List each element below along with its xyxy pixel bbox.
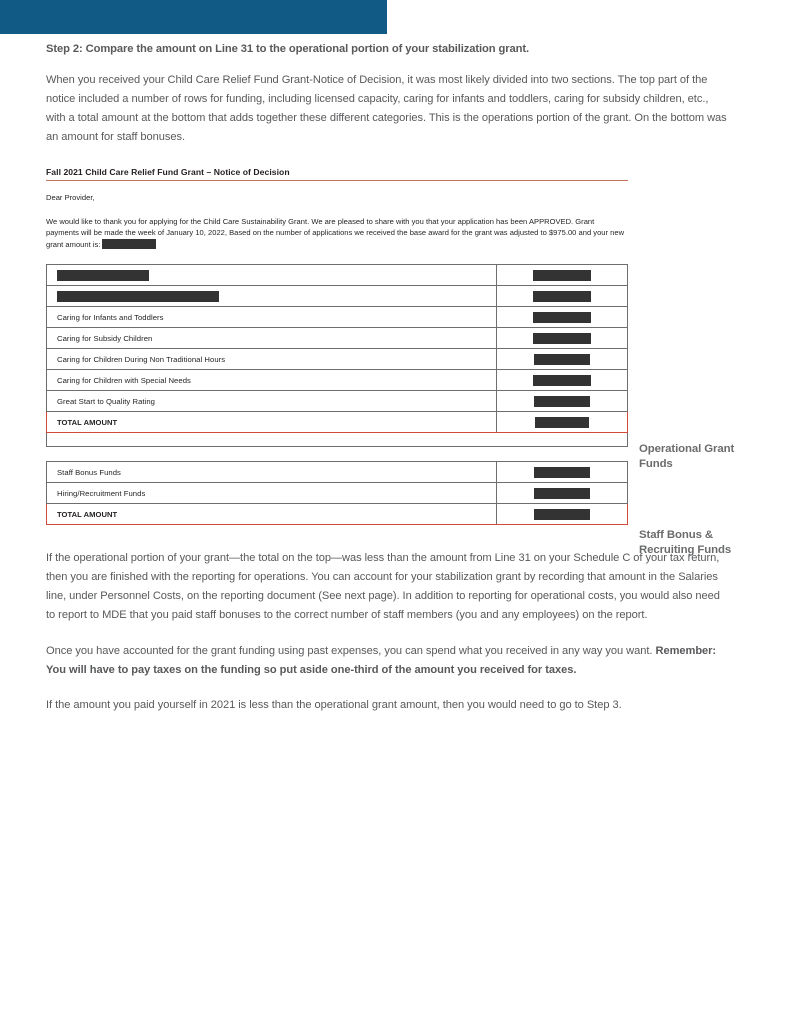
- redaction-bar-row-label: [57, 270, 149, 281]
- redaction-bar-amount: [534, 354, 590, 365]
- redaction-bar-amount: [533, 375, 591, 386]
- table-row: [47, 370, 628, 391]
- operational-table-body: [47, 265, 628, 433]
- notice-salutation: Dear Provider,: [46, 193, 95, 203]
- redaction-bar-grant-amount: [102, 239, 156, 249]
- redaction-bar-amount: [533, 291, 591, 302]
- redaction-bar-amount: [533, 270, 591, 281]
- bonus-table-body: [47, 462, 628, 525]
- row-label: TOTAL AMOUNT: [47, 504, 497, 525]
- table-row: [47, 349, 628, 370]
- top-blue-banner: [0, 0, 387, 34]
- table-row: [47, 462, 628, 483]
- table-row: [47, 328, 628, 349]
- row-label: Caring for Infants and Toddlers: [47, 307, 497, 328]
- row-label: TOTAL AMOUNT: [47, 412, 497, 433]
- redaction-bar-amount: [534, 467, 590, 478]
- step-heading: Step 2: Compare the amount on Line 31 to the operational portion of your stabilization grant.: [46, 43, 529, 55]
- row-label: Great Start to Quality Rating: [47, 391, 497, 412]
- redaction-bar-row-label: [57, 291, 219, 302]
- table-row: [47, 412, 628, 433]
- page-content: [46, 42, 728, 723]
- redaction-bar-amount: [534, 488, 590, 499]
- table-row: [47, 391, 628, 412]
- redaction-bar-amount: [534, 396, 590, 407]
- row-label-redacted: [47, 265, 497, 286]
- closing-paragraph-2-lead: Once you have accounted for the grant funding using past expenses, you can spend what you received in any way you want.: [46, 644, 656, 657]
- redaction-bar-amount: [533, 333, 591, 344]
- notice-body-text: We would like to thank you for applying for the Child Care Sustainability Grant. We are pleased to share with you that your application has been APPROVED. Grant payments will be made the week of January 10, 2022, Based on the number of applications we received the base award for the grant was adjusted to $975.00 and your new grant amount is:: [46, 217, 625, 249]
- notice-of-decision-block: [46, 167, 628, 525]
- closing-paragraph-2: [46, 642, 728, 680]
- row-amount-redacted: [497, 370, 628, 391]
- row-amount-redacted: [497, 328, 628, 349]
- redaction-bar-amount: [535, 417, 589, 428]
- closing-paragraph-2-bold: Remember: You will have to pay taxes on the funding so put aside one-third of the amount you received for taxes.: [46, 644, 717, 676]
- operational-grant-table: [46, 264, 628, 433]
- table-row: [47, 504, 628, 525]
- table-spacer-row: [46, 433, 628, 447]
- redaction-bar-amount: [533, 312, 591, 323]
- row-label-redacted: [47, 286, 497, 307]
- closing-paragraph-3: If the amount you paid yourself in 2021 is less than the operational grant amount, then you would need to go to Step 3.: [46, 698, 622, 711]
- row-amount-redacted: [497, 504, 628, 525]
- closing-paragraph-1: If the operational portion of your grant—the total on the top—was less than the amount from Line 31 on your Schedule C of your tax return, then you are finished with the reporting for operations. You can account for your stabilization grant by recording that amount in the Salaries line, under Personnel Costs, on the reporting document (See next page). In addition to reporting for operational costs, you would also need to report to MDE that you paid staff bonuses to the correct number of staff members (you and any employees) on the report.: [46, 552, 720, 622]
- row-label: Caring for Children with Special Needs: [47, 370, 497, 391]
- table-row: [47, 307, 628, 328]
- table-row: [47, 483, 628, 504]
- side-label-operational-grant-funds: Operational Grant Funds: [639, 443, 735, 471]
- staff-bonus-grant-table: [46, 461, 628, 525]
- row-amount-redacted: [497, 412, 628, 433]
- step-intro-paragraph: When you received your Child Care Relief Fund Grant-Notice of Decision, it was most likely divided into two sections. The top part of the notice included a number of rows for funding, including licensed capacity, caring for infants and toddlers, caring for subsidy children, etc., with a total amount at the bottom that adds together these different categories. This is the operations portion of the grant. On the bottom was an amount for staff bonuses.: [46, 73, 727, 143]
- row-amount-redacted: [497, 462, 628, 483]
- row-label: Staff Bonus Funds: [47, 462, 497, 483]
- row-amount-redacted: [497, 286, 628, 307]
- row-label: Hiring/Recruitment Funds: [47, 483, 497, 504]
- row-amount-redacted: [497, 391, 628, 412]
- notice-body-paragraph: [46, 217, 628, 250]
- side-label-staff-bonus-recruiting-funds: Staff Bonus & Recruiting Funds: [639, 529, 732, 557]
- row-amount-redacted: [497, 265, 628, 286]
- table-row: [47, 286, 628, 307]
- redaction-bar-amount: [534, 509, 590, 520]
- row-label: Caring for Subsidy Children: [47, 328, 497, 349]
- table-row: [47, 265, 628, 286]
- row-label: Caring for Children During Non Traditional Hours: [47, 349, 497, 370]
- row-amount-redacted: [497, 483, 628, 504]
- row-amount-redacted: [497, 349, 628, 370]
- row-amount-redacted: [497, 307, 628, 328]
- grant-tables-wrapper: [46, 264, 628, 525]
- notice-title: Fall 2021 Child Care Relief Fund Grant – Notice of Decision: [46, 167, 628, 182]
